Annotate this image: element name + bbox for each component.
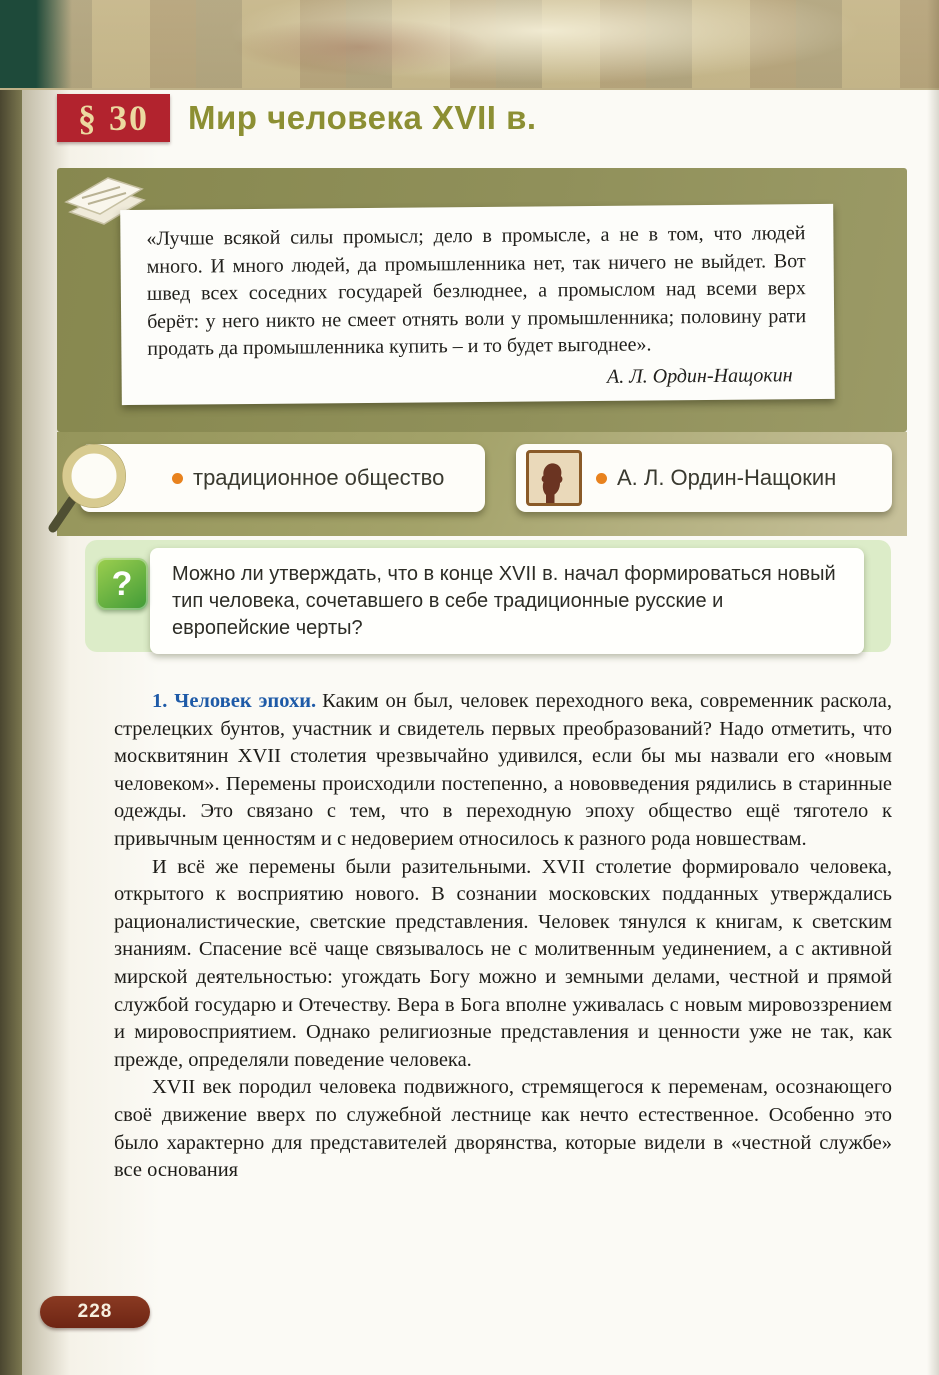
page-edge-shade: [927, 0, 939, 1375]
header-collage-image: [0, 0, 939, 90]
keyterm-card-traditional-society: [80, 444, 485, 512]
paragraph-1-text: Каким он был, человек переходного века, современник раскола, стрелецких бунтов, участник и свидетель первых преобразований? Надо отметить, что москвитянин XVII столетия чрезвычайно удивился, если бы мы назвали его «новым человеком». Перемены происходили постепенно, а нововведения рядились в старинные одежды. Это связано с тем, что в переходную эпоху общество ещё тяготело к привычным ценностям и с недоверием относилось к разного рода новшествам.: [114, 690, 892, 850]
keyterm-card-ordin-nashchokin: [516, 444, 892, 512]
quote-author: А. Л. Ордин-Нащокин: [606, 363, 793, 388]
paragraph-3: XVII век породил человека подвижного, стремящегося к переменам, осознающего своё движение вверх по служебной лестнице как нечто естественное. Особенно это было характерно для представителей дворянства, которые видели в «честной службе» все основания: [114, 1076, 892, 1182]
keyterm-label: традиционное общество: [193, 465, 445, 490]
section-number: § 30: [78, 98, 149, 138]
bullet-icon: [172, 473, 183, 484]
collage-patch: [230, 18, 490, 76]
body-text: [114, 688, 892, 1185]
paragraph-2: И всё же перемены были разительными. XVII столетие формировало человека, открытого к восприятию нового. В сознании московских подданных утверждались рационалистические, светские представления. Человек тянулся к книгам, к светским знаниям. Спасение всё чаще связывалось не с молитвенным уединением, а с активной мирской деятельностью: угождать Богу можно и земными делами, честной и прямой службой государю и Отечеству. Вера в Бога вполне уживалась с новым мировоззрением и мировосприятием. Однако религиозные представления и ценности уже не так, как прежде, определяли поведение человека.: [114, 855, 892, 1071]
question-card: [150, 548, 864, 654]
question-mark-icon: [96, 558, 148, 610]
keyterm-label: А. Л. Ордин-Нащокин: [617, 465, 837, 490]
paragraph-1-lead: 1. Человек эпохи.: [152, 690, 317, 712]
portrait-icon: [526, 450, 582, 506]
book-spine: [0, 0, 22, 1375]
magnifier-icon: [44, 438, 134, 538]
page-number-badge: [40, 1296, 150, 1328]
section-number-box: [57, 94, 170, 142]
question-glyph: ?: [111, 564, 133, 603]
paragraph-1: [114, 688, 892, 854]
quote-text: «Лучше всякой силы промысл; дело в промысле, а не в том, что людей много. И много людей, да промышленника нет, так ничего не выйдет. Вот швед всех соседних государей безлюднее, а промыслом над всеми верх берёт: у него никто не смеет отнять воли у промышленника; половину рати продать да промышленника купить – и то будет выгоднее».: [146, 222, 807, 360]
page-title: Мир человека XVII в.: [188, 99, 537, 136]
bullet-icon: [596, 473, 607, 484]
question-text: Можно ли утверждать, что в конце XVII в. начал формироваться новый тип человека, сочетавшего в себе традиционные русские и европейские черты?: [172, 563, 836, 639]
quote-card: [120, 204, 835, 405]
page-number: 228: [77, 1301, 113, 1322]
